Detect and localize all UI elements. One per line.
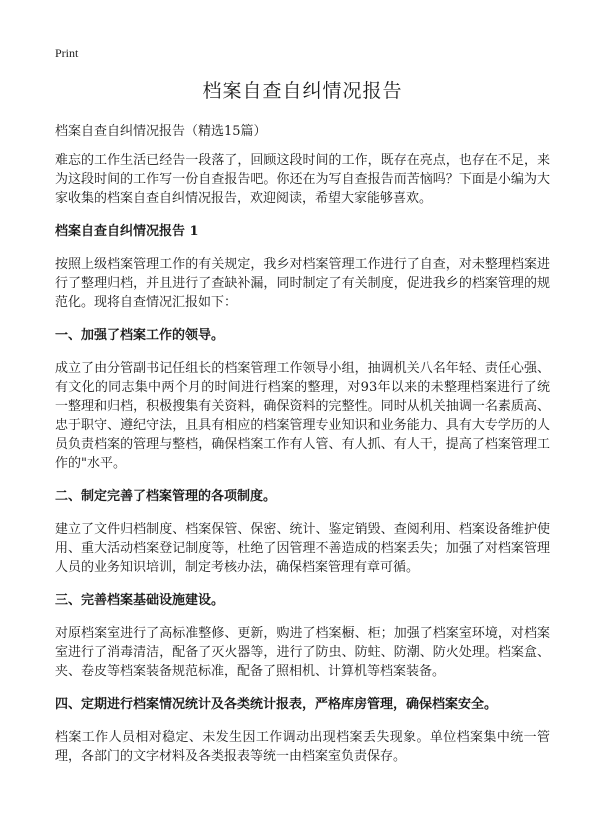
section-heading: 四、定期进行档案情况统计及各类统计报表，严格库房管理，确保档案安全。 [55, 697, 498, 712]
report-heading: 档案自查自纠情况报告 1 [55, 224, 199, 239]
section-paragraph: 建立了文件归档制度、档案保管、保密、统计、鉴定销毁、查阅利用、档案设备维护使用、重大活动档案登记制度等，杜绝了因管理不善造成的档案丢失；加强了对档案管理人员的业务知识培训，制定考核办法，确保档案管理有章可循。 [55, 522, 550, 575]
document-subtitle: 档案自查自纠情况报告（精选15篇） [55, 124, 267, 139]
section-heading: 二、制定完善了档案管理的各项制度。 [55, 489, 277, 504]
intro-paragraph: 难忘的工作生活已经告一段落了，回顾这段时间的工作，既存在亮点，也存在不足，来为这段时间的工作写一份自查报告吧。你还在为写自查报告而苦恼吗？下面是小编为大家收集的档案自查自纠情况报告，欢迎阅读，希望大家能够喜欢。 [55, 153, 550, 206]
section-paragraph: 对原档案室进行了高标准整修、更新，购进了档案橱、柜；加强了档案室环境，对档案室进行了消毒清洁，配备了灭火器等，进行了防虫、防蛀、防潮、防火处理。档案盒、夹、卷皮等档案装备规范标准，配备了照相机、计算机等档案装备。 [55, 626, 550, 679]
document-title: 档案自查自纠情况报告 [202, 80, 403, 102]
section-heading: 一、加强了档案工作的领导。 [55, 328, 225, 343]
document-page [55, 78, 550, 780]
section-heading: 三、完善档案基础设施建设。 [55, 593, 225, 608]
report-intro-paragraph: 按照上级档案管理工作的有关规定，我乡对档案管理工作进行了自查，对未整理档案进行了整理归档，并且进行了查缺补漏，同时制定了有关制度，促进我乡的档案管理的规范化。现将自查情况汇报如下： [55, 257, 550, 310]
section-paragraph: 成立了由分管副书记任组长的档案管理工作领导小组，抽调机关八名年轻、责任心强、有文化的同志集中两个月的时间进行档案的整理，对93年以来的未整理档案进行了统一整理和归档，积极搜集有关资料，确保资料的完整性。同时从机关抽调一名素质高、忠于职守、遵纪守法，且具有相应的档案管理专业知识和业务能力、具有大专学历的人员负责档案的管理与整档，确保档案工作有人管、有人抓、有人干，提高了档案管理工作的"水平。 [55, 361, 550, 471]
print-link[interactable]: Print [55, 46, 79, 60]
section-paragraph: 档案工作人员相对稳定、未发生因工作调动出现档案丢失现象。单位档案集中统一管理，各部门的文字材料及各类报表等统一由档案室负责保存。 [55, 730, 550, 764]
